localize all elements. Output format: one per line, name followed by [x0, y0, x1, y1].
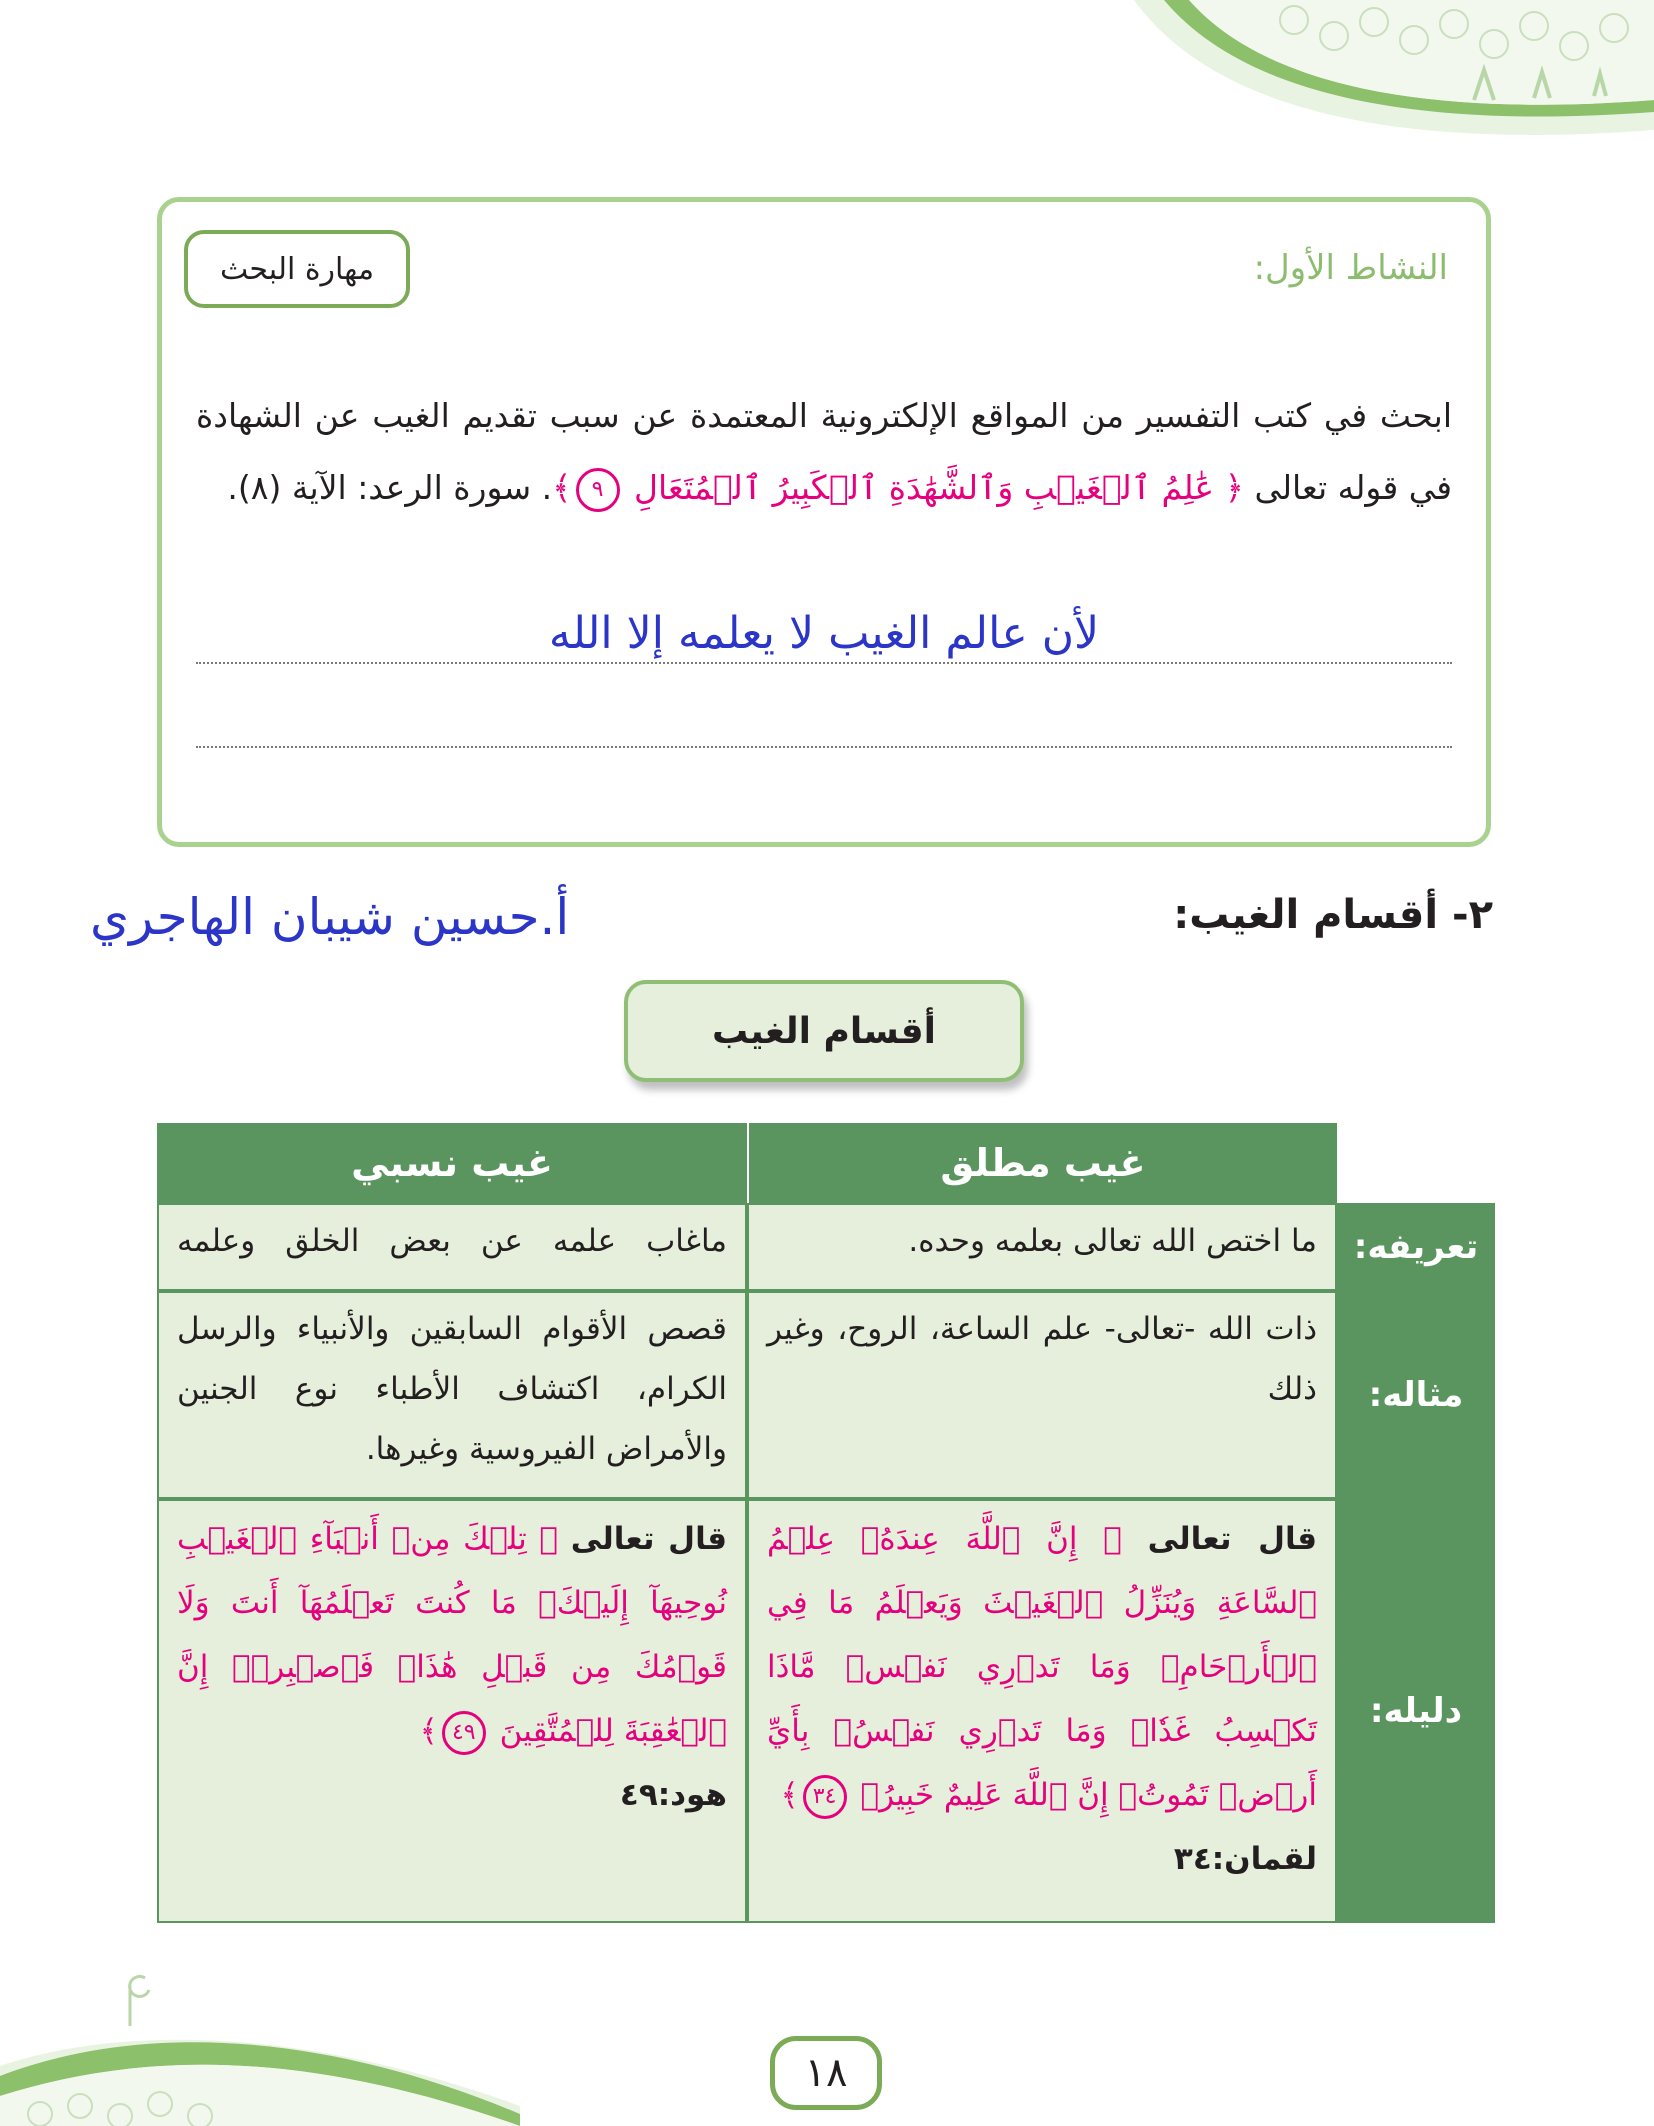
- example-relative: قصص الأقوام السابقين والأنبياء والرسل الكرام، اكتشاف الأطباء نوع الجنين والأمراض الفيروسية وغيرها.: [157, 1291, 747, 1499]
- ayah-number-marker: ٩: [576, 468, 620, 512]
- evidence-absolute: [747, 1499, 1337, 1923]
- activity-instructions: [196, 380, 1452, 524]
- categories-table: [157, 1123, 1495, 1923]
- author-name: أ.حسين شيبان الهاجري: [90, 888, 570, 946]
- verse-close-bracket: ﴾: [419, 1713, 438, 1749]
- header-relative: غيب نسبي: [157, 1123, 747, 1203]
- verse-text: ﴿ عَٰلِمُ ٱلۡغَيۡبِ وَٱلشَّهَٰدَةِ ٱلۡكَبِيرُ ٱلۡمُتَعَالِ: [634, 468, 1244, 507]
- activity-title: النشاط الأول:: [1253, 248, 1448, 288]
- handwritten-answer: لأن عالم الغيب لا يعلمه إلا الله: [548, 608, 1100, 659]
- header-absolute: غيب مطلق: [747, 1123, 1337, 1203]
- example-absolute: ذات الله -تعالى- علم الساعة، الروح، وغير ذلك: [747, 1291, 1337, 1499]
- instructions-text-after: . سورة الرعد: الآية (٨).: [227, 468, 553, 507]
- section-heading: ٢- أقسام الغيب:: [1173, 892, 1493, 938]
- answer-line-1[interactable]: [196, 662, 1452, 664]
- skill-badge: مهارة البحث: [184, 230, 410, 308]
- evidence-relative-verse: ﴿ تِلۡكَ مِنۡ أَنۢبَآءِ ٱلۡغَيۡبِ نُوحِيهَآ إِلَيۡكَۖ مَا كُنتَ تَعۡلَمُهَآ أَنتَ وَلَا قَوۡمُكَ مِن قَبۡلِ هَٰذَاۖ فَٱصۡبِرۡۖ إِنَّ ٱلۡعَٰقِبَةَ لِلۡمُتَّقِينَ: [177, 1521, 727, 1749]
- definition-absolute: ما اختص الله تعالى بعلمه وحده.: [747, 1203, 1337, 1291]
- corner-decoration-top: [1094, 0, 1654, 160]
- instructions-text-before: ابحث في كتب التفسير من المواقع الإلكترونية المعتمدة عن سبب تقديم الغيب عن الشهادة في قوله تعالى: [196, 396, 1452, 507]
- activity-box: [157, 197, 1491, 847]
- verse-close-bracket: ﴾: [552, 468, 572, 507]
- definition-relative: ماغاب علمه عن بعض الخلق وعلمه: [157, 1203, 747, 1291]
- evidence-relative-reference: هود:٤٩: [619, 1777, 727, 1813]
- row-label-example: مثاله:: [1337, 1291, 1495, 1499]
- corner-decoration-bottom: [0, 1956, 520, 2126]
- ayah-number-marker: ٣٤: [803, 1775, 847, 1819]
- center-label: أقسام الغيب: [624, 980, 1024, 1082]
- row-label-definition: تعريفه:: [1337, 1203, 1495, 1291]
- evidence-absolute-intro: قال تعالى: [1147, 1521, 1317, 1557]
- evidence-relative-intro: قال تعالى: [570, 1521, 728, 1557]
- evidence-absolute-verse: ﴿ إِنَّ ٱللَّهَ عِندَهُۥ عِلۡمُ ٱلسَّاعَةِ وَيُنَزِّلُ ٱلۡغَيۡثَ وَيَعۡلَمُ مَا فِي ٱلۡأَرۡحَامِۖ وَمَا تَدۡرِي نَفۡسٞ مَّاذَا تَكۡسِبُ غَدٗاۖ وَمَا تَدۡرِي نَفۡسُۢ بِأَيِّ أَرۡضٖ تَمُوتُۚ إِنَّ ٱللَّهَ عَلِيمٌ خَبِيرُۢ: [767, 1521, 1317, 1813]
- answer-line-2[interactable]: [196, 746, 1452, 748]
- verse-close-bracket: ﴾: [780, 1777, 799, 1813]
- evidence-absolute-reference: لقمان:٣٤: [1173, 1841, 1317, 1877]
- evidence-relative: [157, 1499, 747, 1923]
- page-number: ١٨: [770, 2036, 882, 2110]
- quran-verse: [552, 468, 1244, 507]
- row-label-evidence: دليله:: [1337, 1499, 1495, 1923]
- ayah-number-marker: ٤٩: [442, 1711, 486, 1755]
